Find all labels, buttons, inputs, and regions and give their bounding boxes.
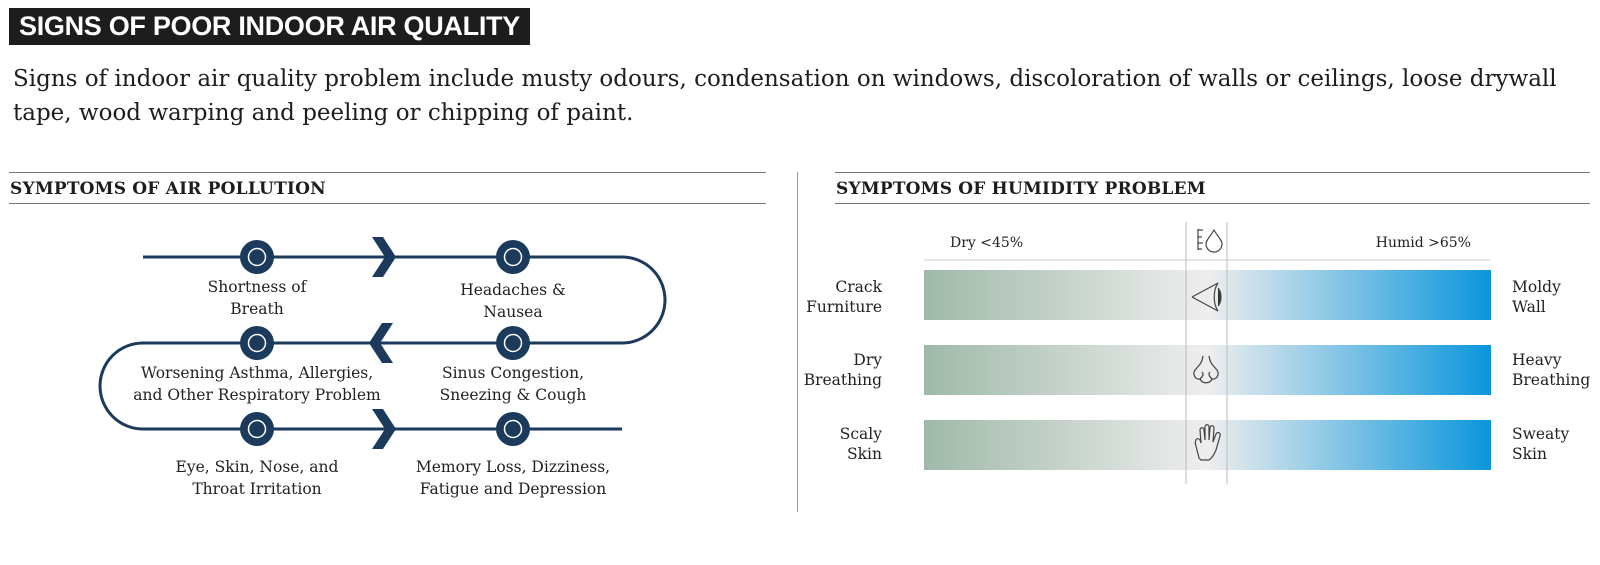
- flow-node-memory: [496, 412, 530, 446]
- humid-label: Humid >65%: [1375, 235, 1471, 251]
- flow-node-asthma: [240, 326, 274, 360]
- humid-symptom-label: Heavy: [1512, 351, 1562, 369]
- step-label: Sinus Congestion,: [441, 364, 585, 382]
- page-title: SIGNS OF POOR INDOOR AIR QUALITY: [9, 8, 530, 45]
- air-pollution-heading: SYMPTOMS OF AIR POLLUTION: [10, 179, 326, 199]
- humidity-bar: [924, 270, 1491, 320]
- flow-node-sinus: [496, 326, 530, 360]
- dry-symptom-label: Furniture: [806, 298, 882, 316]
- humid-symptom-label: Wall: [1512, 298, 1546, 316]
- humid-symptom-label: Sweaty: [1512, 425, 1570, 443]
- step-label: Memory Loss, Dizziness,: [415, 458, 611, 476]
- step-label: Fatigue and Depression: [419, 480, 607, 498]
- step-label: Nausea: [483, 303, 543, 321]
- flow-node-shortness: [240, 240, 274, 274]
- humidity-heading: SYMPTOMS OF HUMIDITY PROBLEM: [836, 179, 1206, 199]
- dry-symptom-label: Scaly: [839, 425, 882, 443]
- humid-symptom-label: Breathing: [1512, 371, 1591, 389]
- humidity-diagram: [800, 0, 1600, 565]
- dry-symptom-label: Breathing: [803, 371, 882, 389]
- dry-symptom-label: Skin: [847, 445, 882, 463]
- humidity-icon: [1198, 229, 1222, 252]
- step-label: Throat Irritation: [192, 480, 322, 498]
- step-label: and Other Respiratory Problem: [133, 386, 381, 404]
- step-label: Eye, Skin, Nose, and: [175, 458, 339, 476]
- dry-symptom-label: Crack: [835, 278, 882, 296]
- humid-symptom-label: Moldy: [1512, 278, 1561, 296]
- humidity-bar: [924, 345, 1491, 395]
- flow-node-headaches: [496, 240, 530, 274]
- step-label: Shortness of: [207, 278, 307, 296]
- step-label: Worsening Asthma, Allergies,: [140, 364, 374, 382]
- humidity-bar: [924, 420, 1491, 470]
- step-label: Sneezing & Cough: [439, 386, 587, 404]
- dry-symptom-label: Dry: [853, 351, 882, 369]
- dry-label: Dry <45%: [950, 235, 1024, 251]
- flow-node-eye: [240, 412, 274, 446]
- step-label: Breath: [230, 300, 284, 318]
- humid-symptom-label: Skin: [1512, 445, 1547, 463]
- intro-text: Signs of indoor air quality problem include musty odours, condensation on windows, discoloration of walls or ceilings, loose drywall tape, wood warping and peeling or chipping of paint.: [13, 66, 1557, 126]
- step-label: Headaches &: [460, 281, 566, 299]
